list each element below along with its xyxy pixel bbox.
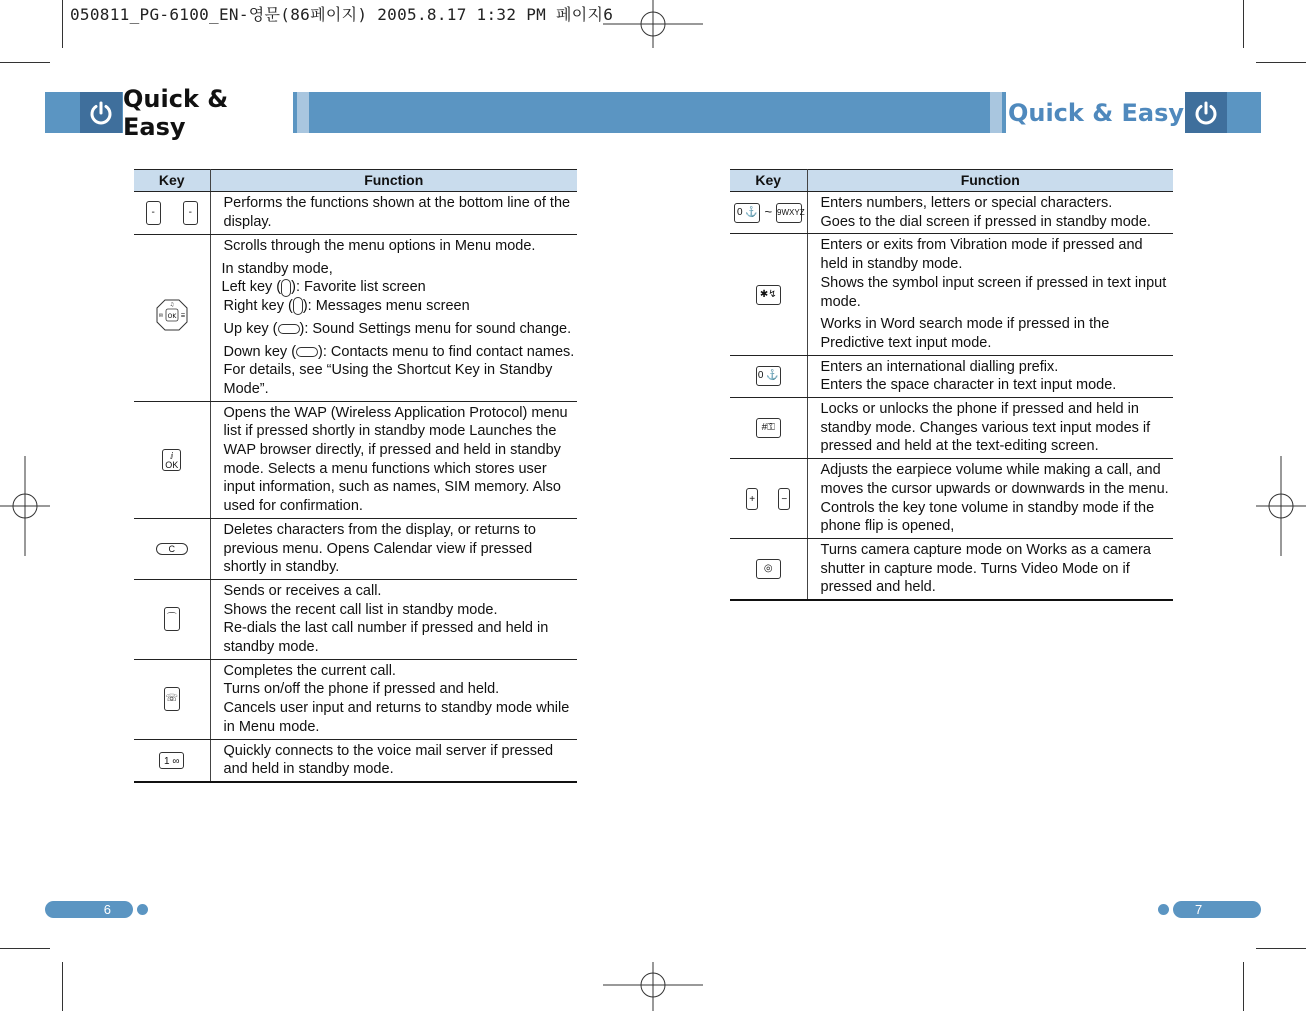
crop-mark — [62, 0, 63, 48]
key-cell — [134, 235, 210, 402]
page-dot — [137, 904, 148, 915]
banner-strip — [297, 92, 309, 133]
table-row — [134, 579, 577, 659]
key-cell — [730, 234, 807, 355]
up-nav-icon — [278, 324, 300, 334]
table-row — [730, 459, 1173, 539]
nine-key-icon: 9WXYZ — [776, 203, 802, 223]
left-key-table — [134, 169, 577, 783]
registration-mark-bottom — [603, 962, 703, 1011]
volume-down-key-icon: − — [778, 488, 790, 510]
right-banner — [653, 92, 1261, 133]
svg-text:♫: ♫ — [169, 301, 174, 308]
page-dot — [1158, 904, 1169, 915]
crop-mark — [1256, 62, 1306, 63]
right-banner-title: Quick & Easy — [1006, 92, 1186, 133]
hash-key-icon: #⚿ — [756, 418, 781, 438]
clear-key-icon: C — [156, 543, 188, 555]
zero-key-icon: 0 ⚓ — [756, 366, 781, 386]
table-row — [134, 235, 577, 402]
crop-mark — [1243, 962, 1244, 1011]
crop-mark — [1256, 948, 1306, 949]
svg-text:✉: ✉ — [158, 312, 163, 319]
print-header: 050811_PG-6100_EN-영문(86페이지) 2005.8.17 1:32 PM 페이지6 — [70, 5, 614, 24]
function-cell: Enters an international dialling prefix. Enters the space character in text input mode. — [807, 355, 1173, 397]
volume-up-key-icon: + — [746, 488, 758, 510]
function-cell: Opens the WAP (Wireless Application Protocol) menu list if pressed shortly in standby mode Launches the WAP browser directly, if pressed and held in standby mode. Selects a menu functions which stores user input information, such as names, SIM memory. Also used for confirmation. — [210, 401, 577, 518]
page-number-right — [1173, 901, 1261, 918]
key-cell — [730, 459, 807, 539]
camera-key-icon: ◎ — [756, 559, 781, 579]
left-nav-icon — [281, 279, 291, 297]
registration-mark-right — [1256, 456, 1306, 556]
range-tilde: ~ — [764, 204, 773, 220]
table-row — [134, 659, 577, 739]
crop-mark — [1243, 0, 1244, 48]
one-key-icon: 1 ∞ — [159, 752, 184, 769]
function-cell: Performs the functions shown at the bottom line of the display. — [210, 192, 577, 235]
send-key-icon: ⌒ — [164, 607, 180, 631]
key-cell — [730, 355, 807, 397]
right-key-table — [730, 169, 1173, 601]
key-cell — [730, 398, 807, 459]
function-cell: Enters or exits from Vibration mode if pressed and held in standby mode. Shows the symbol input screen if pressed in text input mode. Works in Word search mode if pressed in the Predictive text input mode. — [807, 234, 1173, 355]
table-row — [730, 538, 1173, 600]
function-cell: Completes the current call. Turns on/off the phone if pressed and held. Cancels user input and returns to standby mode while in Menu mode. — [210, 659, 577, 739]
key-column-header: Key — [134, 170, 210, 192]
star-key-icon: ✱↯ — [756, 285, 781, 305]
function-column-header: Function — [210, 170, 577, 192]
key-cell — [730, 538, 807, 600]
page-number: 6 — [103, 902, 111, 917]
table-row — [730, 192, 1173, 234]
function-cell: Enters numbers, letters or special characters. Goes to the dial screen if pressed in standby mode. — [807, 192, 1173, 234]
registration-mark-top — [603, 0, 703, 48]
zero-key-icon: 0 ⚓ — [734, 203, 760, 223]
key-cell — [134, 518, 210, 579]
function-cell: Locks or unlocks the phone if pressed and held in standby mode. Changes various text input modes if pressed and held at the text-editing screen. — [807, 398, 1173, 459]
ok-key-icon: ⅈ OK — [162, 449, 181, 471]
registration-mark-left — [0, 456, 50, 556]
key-column-header: Key — [730, 170, 807, 192]
key-cell — [134, 192, 210, 235]
key-cell — [134, 401, 210, 518]
svg-text:OK: OK — [167, 312, 177, 320]
table-row — [730, 398, 1173, 459]
function-column-header: Function — [807, 170, 1173, 192]
function-cell: Adjusts the earpiece volume while making a call, and moves the cursor upwards or downwards in the menu. Controls the key tone volume in standby mode if the phone flip is opened, — [807, 459, 1173, 539]
power-icon — [88, 100, 114, 126]
function-cell: Deletes characters from the display, or returns to previous menu. Opens Calendar view if pressed shortly in standby. — [210, 518, 577, 579]
power-icon — [1193, 100, 1219, 126]
function-cell: Sends or receives a call. Shows the recent call list in standby mode. Re-dials the last call number if pressed and held in standby mode. — [210, 579, 577, 659]
page-number-left — [45, 901, 133, 918]
crop-mark — [0, 948, 50, 949]
function-cell: Scrolls through the menu options in Menu mode. In standby mode, Left key ( ): Favorite list screen Right key ( ): Messages menu screen Up key ( ): Sound Settings menu for sound change. Down key ( ): Contacts menu to find contact names. For details, see “Using the Shortcut Key in Standby Mode”. — [210, 235, 577, 402]
key-cell — [134, 739, 210, 782]
left-banner-title: Quick & Easy — [123, 92, 293, 133]
table-row — [134, 739, 577, 782]
table-row — [134, 401, 577, 518]
right-nav-icon — [293, 297, 303, 315]
page-number: 7 — [1195, 902, 1203, 917]
table-row — [730, 234, 1173, 355]
soft-right-key-icon: - — [183, 201, 198, 225]
soft-left-key-icon: - — [146, 201, 161, 225]
function-cell: Turns camera capture mode on Works as a camera shutter in capture mode. Turns Video Mode on if pressed and held. — [807, 538, 1173, 600]
banner-strip — [990, 92, 1002, 133]
power-badge — [80, 92, 122, 133]
key-cell — [134, 579, 210, 659]
key-cell — [134, 659, 210, 739]
svg-text:☰: ☰ — [180, 312, 185, 319]
left-banner — [45, 84, 653, 141]
crop-mark — [0, 62, 50, 63]
down-nav-icon — [296, 347, 318, 357]
crop-mark — [62, 962, 63, 1011]
key-cell — [730, 192, 807, 234]
table-row — [730, 355, 1173, 397]
end-key-icon: ☏ — [164, 687, 180, 711]
table-row — [134, 518, 577, 579]
table-row — [134, 192, 577, 235]
power-badge — [1185, 92, 1227, 133]
navigation-key-icon — [155, 298, 189, 332]
function-cell: Quickly connects to the voice mail server if pressed and held in standby mode. — [210, 739, 577, 782]
